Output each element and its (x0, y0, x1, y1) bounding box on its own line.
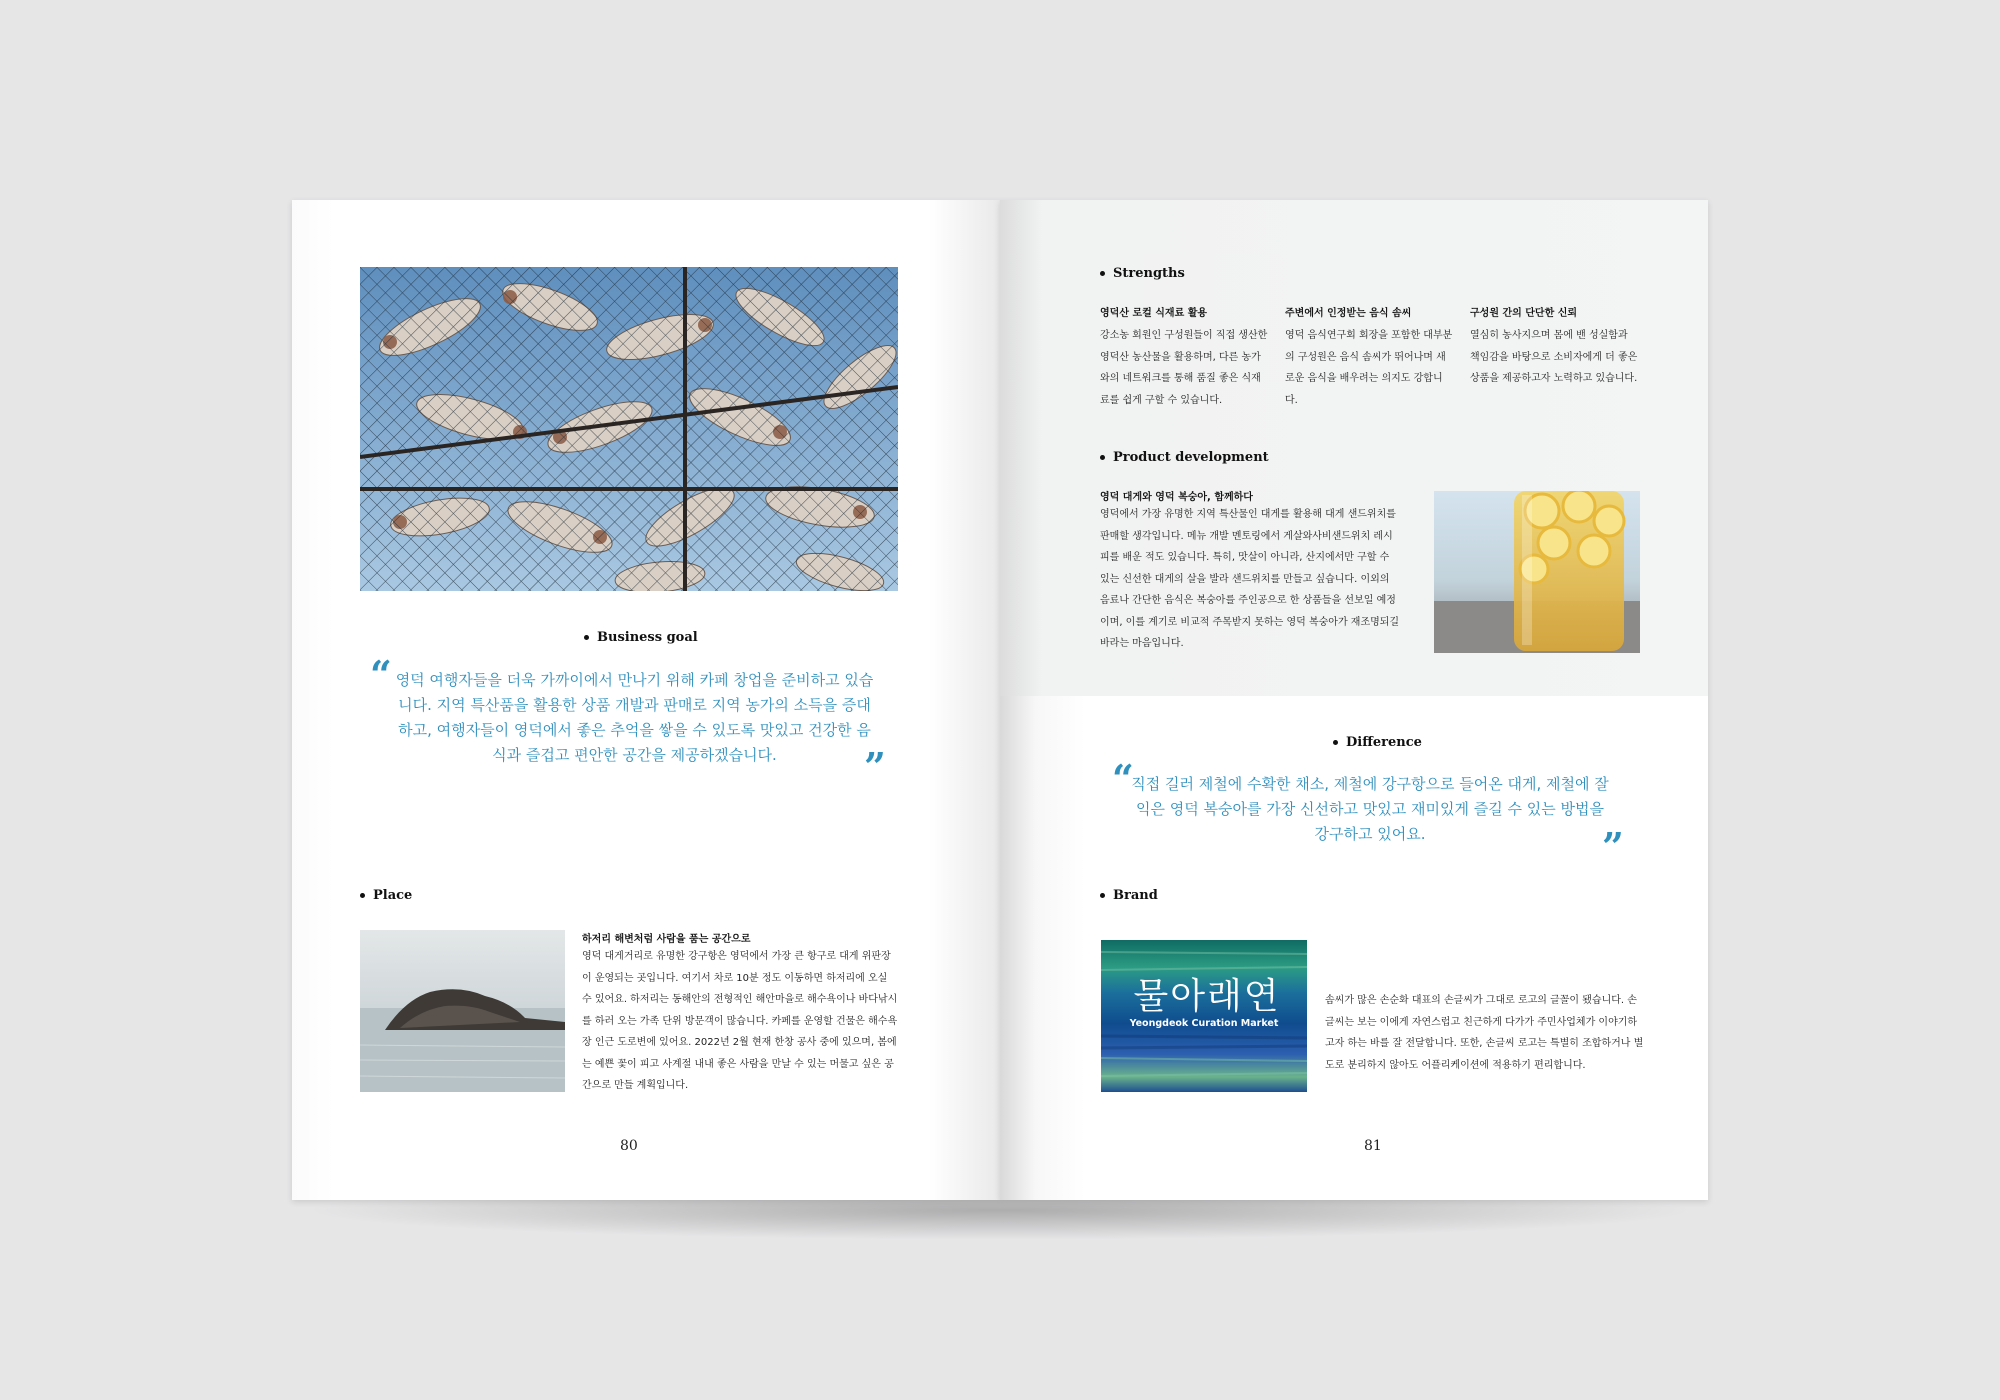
open-quote-icon: “ (370, 652, 392, 697)
brand-text: 솜씨가 많은 손순화 대표의 손글씨가 그대로 로고의 글꼴이 됐습니다. 손글씨는 보는 이에게 자연스럽고 친근하게 다가가 주민사업체가 이야기하고자 하는 바를 잘 전달합니다. 또한, 손글씨 로고는 특별히 조합하거나 별도로 분리하지 않아도 어플리케이션에 적용하기 편리합니다. (1325, 995, 1644, 1071)
strength-column-text: 강소농 회원인 구성원들이 직접 생산한 영덕산 농산물을 활용하며, 다른 농가와의 네트워크를 통해 품질 좋은 식재료를 쉽게 구할 수 있습니다. (1100, 330, 1268, 406)
place-title: Place (373, 888, 413, 903)
strength-column-title: 영덕산 로컬 식재료 활용 (1100, 308, 1208, 319)
bullet-dot-icon (360, 893, 365, 898)
page-number-right: 81 (1364, 1138, 1382, 1154)
product-development-heading (1100, 450, 1269, 465)
strengths-heading (1100, 266, 1185, 281)
bullet-dot-icon (1100, 893, 1105, 898)
difference-quote: 직접 길러 제철에 수확한 채소, 제철에 강구항으로 들어온 대게, 제철에 잘 익은 영덕 복숭아를 가장 신선하고 맛있고 재미있게 즐길 수 있는 방법을 강구하고 있어요. (1131, 775, 1609, 843)
strength-column-text: 영덕 음식연구회 회장을 포함한 대부분의 구성원은 음식 솜씨가 뛰어나며 새로운 음식을 배우려는 의지도 강합니다. (1285, 330, 1453, 406)
place-subtitle: 하저리 해변처럼 사람을 품는 공간으로 (582, 934, 751, 945)
dried-fish-net-photo (360, 267, 898, 591)
business-goal-heading (584, 630, 698, 645)
business-goal-quote: 영덕 여행자들을 더욱 가까이에서 만나기 위해 카페 창업을 준비하고 있습니다. 지역 특산품을 활용한 상품 개발과 판매로 지역 농가의 소득을 증대하고, 여행자들이 영덕에서 좋은 추억을 쌓을 수 있도록 맛있고 건강한 음식과 즐겁고 편안한 공간을 제공하겠습니다. (395, 671, 874, 764)
brand-logo-text: 물아래연 (1133, 976, 1281, 1017)
product-development-title: Product development (1113, 450, 1269, 465)
bullet-dot-icon (1100, 455, 1105, 460)
strength-column (1285, 304, 1455, 411)
business-goal-title: Business goal (597, 630, 698, 645)
product-development-text: 영덕에서 가장 유명한 지역 특산물인 대게를 활용해 대게 샌드위치를 판매할 생각입니다. 메뉴 개발 멘토링에서 게살와사비샌드위치 레시피를 배운 적도 있습니다. 특히, 맛살이 아니라, 산지에서만 구할 수 있는 신선한 대게의 살을 발라 샌드위치를 만들고 싶습니다. 이외의 음료나 간단한 음식은 복숭아를 주인공으로 한 상품들을 선보일 예정이며, 이를 계기로 비교적 주목받지 못하는 영덕 복숭아가 재조명되길 바라는 마음입니다. (1100, 509, 1400, 649)
open-quote-icon: “ (1112, 756, 1134, 801)
close-quote-icon: ” (864, 744, 886, 789)
page-number-left: 80 (620, 1138, 638, 1154)
strength-column (1100, 304, 1270, 411)
bullet-dot-icon (584, 635, 589, 640)
brand-heading (1100, 888, 1158, 903)
bullet-dot-icon (1100, 271, 1105, 276)
strengths-title: Strengths (1113, 266, 1185, 281)
strength-column-title: 주변에서 인정받는 음식 솜씨 (1285, 308, 1412, 319)
difference-title: Difference (1346, 735, 1422, 750)
place-heading (360, 888, 412, 903)
strength-column-title: 구성원 간의 단단한 신뢰 (1470, 308, 1578, 319)
left-page (292, 200, 1000, 1200)
difference-heading (1333, 735, 1422, 750)
peach-lemon-jar-photo (1434, 491, 1640, 653)
product-development-subtitle: 영덕 대게와 영덕 복숭아, 함께하다 (1100, 492, 1253, 503)
strength-column (1470, 304, 1640, 390)
right-page (1000, 200, 1708, 1200)
brand-logo-subtext: Yeongdeok Curation Market (1129, 1018, 1279, 1029)
breakwater-sea-photo (360, 930, 565, 1092)
close-quote-icon: ” (1602, 824, 1624, 869)
strength-column-text: 열심히 농사지으며 몸에 밴 성실함과 책임감을 바탕으로 소비자에게 더 좋은 상품을 제공하고자 노력하고 있습니다. (1470, 330, 1638, 384)
brand-title: Brand (1113, 888, 1158, 903)
bullet-dot-icon (1333, 740, 1338, 745)
place-text: 영덕 대게거리로 유명한 강구항은 영덕에서 가장 큰 항구로 대게 위판장이 운영되는 곳입니다. 여기서 차로 10분 정도 이동하면 하저리에 오실 수 있어요. 하저리는 동해안의 전형적인 해안마을로 해수욕이나 바다낚시를 하러 오는 가족 단위 방문객이 많습니다. 카페를 운영할 건물은 해수욕장 인근 도로변에 있어요. 2022년 2월 현재 한창 공사 중에 있으며, 봄에는 예쁜 꽃이 피고 사계절 내내 좋은 사람을 만날 수 있는 머물고 싶은 공간으로 만들 계획입니다. (582, 951, 898, 1091)
